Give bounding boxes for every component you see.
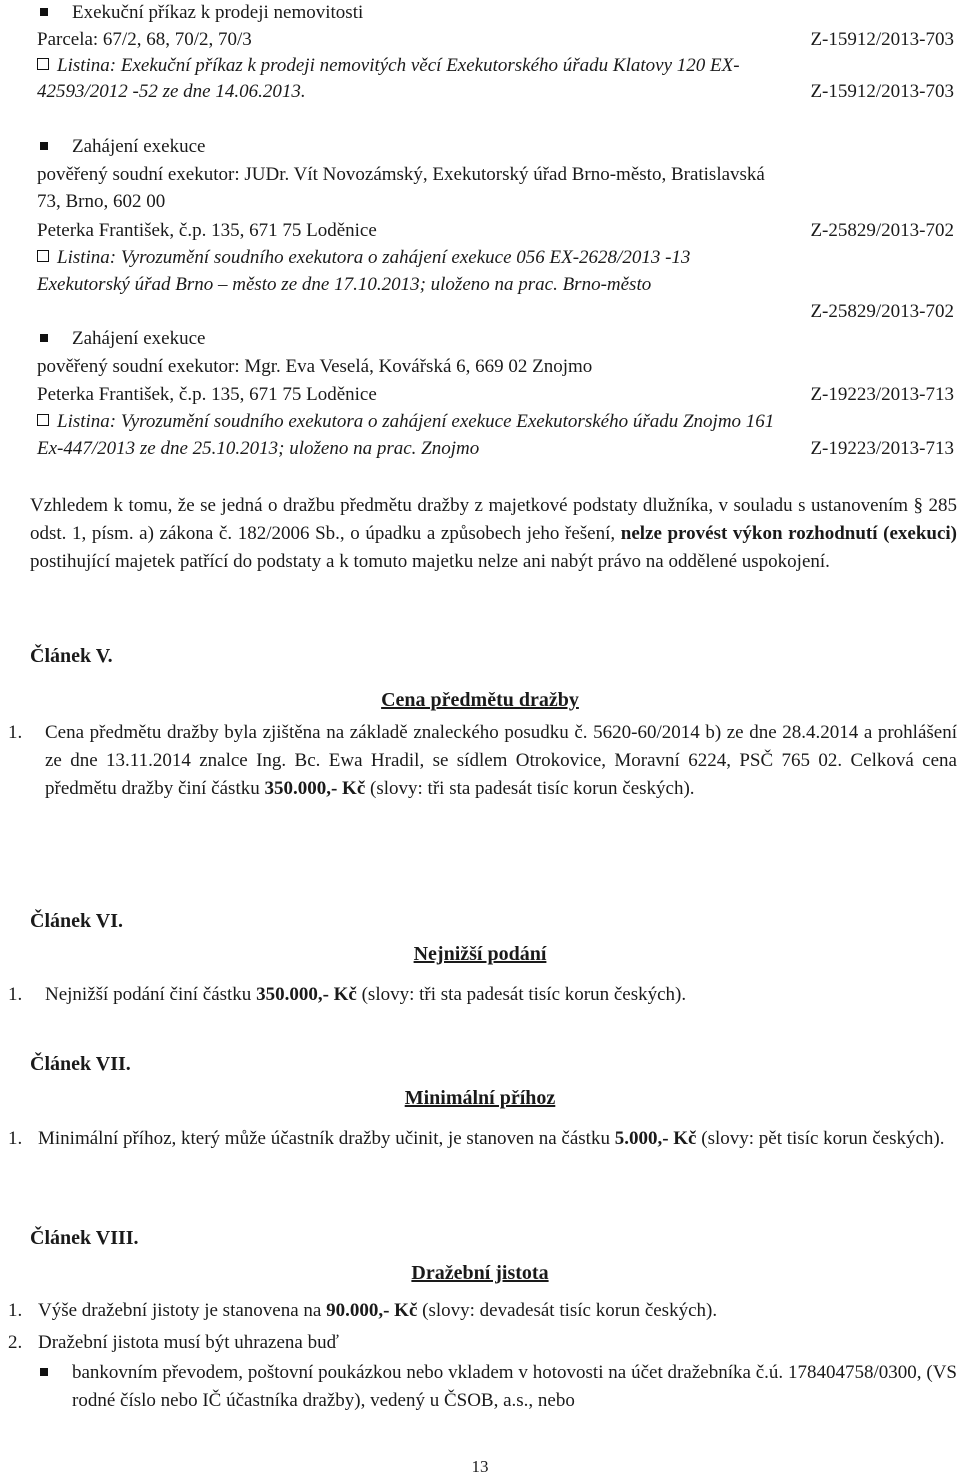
record-parcel-line: Parcela: 67/2, 68, 70/2, 70/3 Z-15912/2013-703 [37, 29, 954, 50]
article-heading: Článek VII. [30, 1053, 131, 1075]
article-title: Cena předmětu dražby [381, 689, 579, 711]
record-number: Z-25829/2013-702 [810, 301, 954, 322]
list-number: 2. [8, 1332, 23, 1353]
checkbox-icon [37, 250, 49, 262]
article-heading: Článek VI. [30, 910, 123, 932]
list-number: 1. [8, 1128, 23, 1149]
list-number: 1. [8, 1300, 23, 1321]
page-number: 13 [471, 1457, 489, 1476]
bullet-icon [40, 8, 48, 16]
article-heading: Článek V. [30, 645, 113, 667]
record-line: 73, Brno, 602 00 [37, 191, 166, 212]
checkbox-icon [37, 58, 49, 70]
record-owner-line: Peterka František, č.p. 135, 671 75 Loděnice Z-25829/2013-702 [37, 220, 954, 241]
intro-paragraph: Vzhledem k tomu, že se jedná o dražbu předmětu dražby z majetkové podstaty dlužníka, v souladu s ustanovením § 285 odst. 1, písm. a) zákona č. 182/2006 Sb., o úpadku a způsobech jeho řešení, nelze provést výkon rozhodnutí (exekuci) postihující majetek patřící do podstaty a k tomuto majetku nelze ani nabýt právo na oddělené uspokojení. [30, 495, 957, 572]
record-line: pověřený soudní exekutor: Mgr. Eva Veselá, Kovářská 6, 669 02 Znojmo [37, 356, 593, 377]
list-number: 1. [8, 722, 23, 743]
record-title: Zahájení exekuce [72, 136, 206, 157]
record-listina-line-2: 42593/2012 -52 ze dne 14.06.2013. Z-15912/2013-703 [37, 81, 954, 102]
article-paragraph: Dražební jistota musí být uhrazena buď [38, 1332, 339, 1353]
article-title: Dražební jistota [411, 1262, 549, 1284]
article-paragraph: Nejnižší podání činí částku 350.000,- Kč (slovy: tři sta padesát tisíc korun českých). [45, 984, 687, 1005]
article-paragraph: Výše dražební jistoty je stanovena na 90.000,- Kč (slovy: devadesát tisíc korun českých). [38, 1300, 718, 1321]
checkbox-icon [37, 414, 49, 426]
record-title: Zahájení exekuce [72, 328, 206, 349]
article-paragraph: Cena předmětu dražby byla zjištěna na základě znaleckého posudku č. 5620-60/2014 b) ze dne 28.4.2014 a prohlášení ze dne 13.11.2014 znalce Ing. Bc. Ewa Hradil, se sídlem Otrokovice, Moravní 6224, PSČ 765 02. Celková cena předmětu dražby činí částku 350.000,- Kč (slovy: tři sta padesát tisíc korun českých). [45, 722, 957, 799]
bullet-paragraph: bankovním převodem, poštovní poukázkou nebo vkladem v hotovosti na účet dražebníka č.ú. 178404758/0300, (VS rodné číslo nebo IČ účastníka dražby), vedený u ČSOB, a.s., nebo [72, 1362, 957, 1411]
list-number: 1. [8, 984, 23, 1005]
record-owner-line: Peterka František, č.p. 135, 671 75 Loděnice Z-19223/2013-713 [37, 384, 954, 405]
record-listina-line: Listina: Exekuční příkaz k prodeji nemovitých věcí Exekutorského úřadu Klatovy 120 EX- [37, 53, 954, 79]
record-listina-line-2: Ex-447/2013 ze dne 25.10.2013; uloženo na prac. Znojmo Z-19223/2013-713 [37, 438, 954, 459]
article-heading: Článek VIII. [30, 1227, 139, 1249]
record-line: pověřený soudní exekutor: JUDr. Vít Novozámský, Exekutorský úřad Brno-město, Bratislavská [37, 164, 765, 185]
article-title: Nejnižší podání [413, 943, 547, 965]
record-listina-line: Listina: Vyrozumění soudního exekutora o zahájení exekuce 056 EX-2628/2013 -13 [37, 245, 954, 271]
bullet-icon [40, 1368, 48, 1376]
article-paragraph: Minimální příhoz, který může účastník dražby učinit, je stanoven na částku 5.000,- Kč (slovy: pět tisíc korun českých). [38, 1128, 945, 1149]
bullet-icon [40, 142, 48, 150]
record-listina-line: Listina: Vyrozumění soudního exekutora o zahájení exekuce Exekutorského úřadu Znojmo 161 [37, 409, 954, 435]
record-title: Exekuční příkaz k prodeji nemovitosti [72, 2, 364, 23]
article-title: Minimální příhoz [404, 1087, 556, 1109]
bullet-icon [40, 334, 48, 342]
record-listina-line-2: Exekutorský úřad Brno – město ze dne 17.10.2013; uloženo na prac. Brno-město [37, 274, 652, 295]
